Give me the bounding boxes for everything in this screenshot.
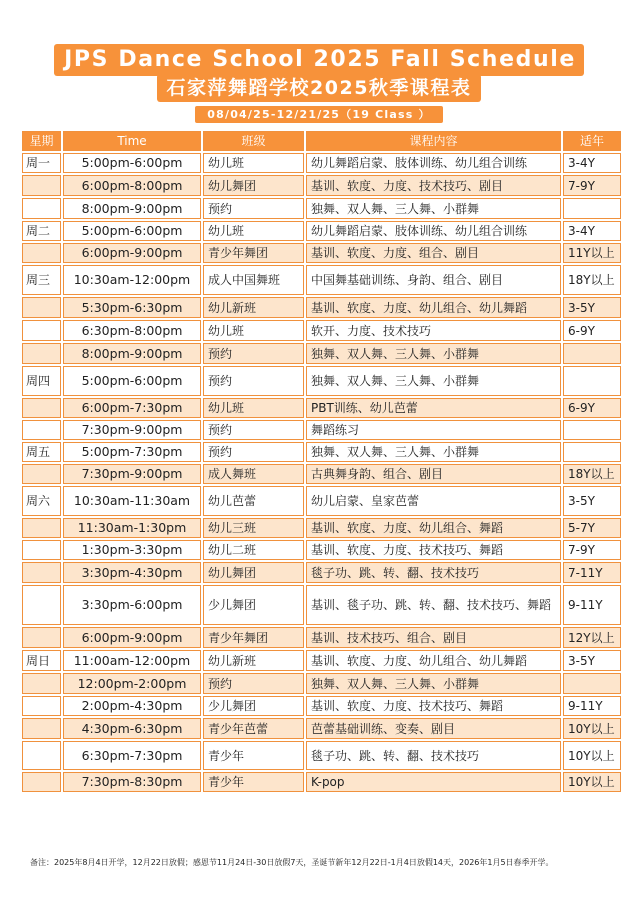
time-cell: 10:30am-11:30am (63, 486, 201, 516)
time-cell: 8:00pm-9:00pm (63, 343, 201, 364)
day-cell (22, 398, 61, 418)
content-cell: 基训、软度、力度、组合、剧目 (306, 243, 561, 263)
age-cell (563, 366, 621, 396)
content-cell: 独舞、双人舞、三人舞、小群舞 (306, 366, 561, 396)
content-cell: 毯子功、跳、转、翻、技术技巧 (306, 741, 561, 770)
class-cell: 幼儿舞团 (203, 562, 304, 583)
class-cell: 幼儿新班 (203, 650, 304, 671)
table-row (22, 366, 621, 396)
content-cell: 幼儿舞蹈启蒙、肢体训练、幼儿组合训练 (306, 221, 561, 241)
age-cell: 3-4Y (563, 221, 621, 241)
title-chinese-banner (0, 74, 638, 102)
age-cell: 7-9Y (563, 175, 621, 196)
time-cell: 11:00am-12:00pm (63, 650, 201, 671)
title-chinese: 石家萍舞蹈学校2025秋季课程表 (157, 74, 482, 102)
day-cell: 周六 (22, 486, 61, 516)
content-cell: 独舞、双人舞、三人舞、小群舞 (306, 343, 561, 364)
table-row (22, 198, 621, 219)
table-row (22, 221, 621, 241)
class-cell: 青少年芭蕾 (203, 718, 304, 739)
class-cell: 成人舞班 (203, 464, 304, 484)
content-cell: 基训、软度、力度、技术技巧、剧目 (306, 175, 561, 196)
age-cell (563, 420, 621, 440)
day-cell (22, 718, 61, 739)
age-cell: 9-11Y (563, 585, 621, 625)
age-cell: 3-5Y (563, 297, 621, 318)
content-cell: 舞蹈练习 (306, 420, 561, 440)
time-cell: 11:30am-1:30pm (63, 518, 201, 538)
day-cell (22, 562, 61, 583)
column-header-time: Time (63, 131, 201, 151)
content-cell: 基训、软度、力度、幼儿组合、幼儿舞蹈 (306, 650, 561, 671)
table-header-row (22, 131, 621, 151)
table-row (22, 243, 621, 263)
time-cell: 5:00pm-7:30pm (63, 442, 201, 462)
day-cell (22, 627, 61, 648)
class-cell: 成人中国舞班 (203, 265, 304, 295)
day-cell (22, 198, 61, 219)
day-cell (22, 297, 61, 318)
table-row (22, 741, 621, 770)
day-cell (22, 518, 61, 538)
content-cell: 古典舞身韵、组合、剧目 (306, 464, 561, 484)
class-cell: 预约 (203, 442, 304, 462)
time-cell: 3:30pm-4:30pm (63, 562, 201, 583)
time-cell: 7:30pm-9:00pm (63, 464, 201, 484)
time-cell: 5:30pm-6:30pm (63, 297, 201, 318)
age-cell (563, 673, 621, 694)
content-cell: 中国舞基础训练、身韵、组合、剧目 (306, 265, 561, 295)
class-cell: 预约 (203, 420, 304, 440)
content-cell: 软开、力度、技术技巧 (306, 320, 561, 341)
time-cell: 5:00pm-6:00pm (63, 366, 201, 396)
day-cell (22, 420, 61, 440)
content-cell: 基训、软度、力度、技术技巧、舞蹈 (306, 540, 561, 560)
title-english-banner (0, 44, 638, 76)
content-cell: 基训、软度、力度、幼儿组合、舞蹈 (306, 518, 561, 538)
table-row (22, 518, 621, 538)
column-header-day: 星期 (22, 131, 61, 151)
table-row (22, 464, 621, 484)
class-cell: 青少年舞团 (203, 627, 304, 648)
class-cell: 幼儿班 (203, 398, 304, 418)
table-row (22, 772, 621, 792)
age-cell: 3-5Y (563, 486, 621, 516)
table-row (22, 320, 621, 341)
time-cell: 6:30pm-7:30pm (63, 741, 201, 770)
time-cell: 7:30pm-8:30pm (63, 772, 201, 792)
time-cell: 2:00pm-4:30pm (63, 696, 201, 716)
day-cell (22, 540, 61, 560)
table-row (22, 420, 621, 440)
footer-note: 备注：2025年8月4日开学，12月22日放假；感恩节11月24日-30日放假7天，圣诞节新年12月22日-1月4日放假14天，2026年1月5日春季开学。 (30, 858, 554, 867)
time-cell: 5:00pm-6:00pm (63, 153, 201, 173)
table-row (22, 585, 621, 625)
age-cell: 9-11Y (563, 696, 621, 716)
date-range: 08/04/25-12/21/25（19 Class ） (195, 106, 442, 123)
age-cell: 10Y以上 (563, 741, 621, 770)
class-cell: 幼儿班 (203, 320, 304, 341)
content-cell: PBT训练、幼儿芭蕾 (306, 398, 561, 418)
class-cell: 青少年 (203, 741, 304, 770)
class-cell: 幼儿班 (203, 153, 304, 173)
age-cell: 3-5Y (563, 650, 621, 671)
day-cell: 周四 (22, 366, 61, 396)
content-cell: 毯子功、跳、转、翻、技术技巧 (306, 562, 561, 583)
time-cell: 6:00pm-7:30pm (63, 398, 201, 418)
table-row (22, 442, 621, 462)
table-row (22, 562, 621, 583)
table-row (22, 343, 621, 364)
content-cell: 基训、软度、力度、技术技巧、舞蹈 (306, 696, 561, 716)
column-header-content: 课程内容 (306, 131, 561, 151)
class-cell: 预约 (203, 366, 304, 396)
table-row (22, 540, 621, 560)
day-cell: 周一 (22, 153, 61, 173)
day-cell: 周五 (22, 442, 61, 462)
content-cell: K-pop (306, 772, 561, 792)
age-cell: 10Y以上 (563, 772, 621, 792)
age-cell: 11Y以上 (563, 243, 621, 263)
age-cell (563, 343, 621, 364)
age-cell: 5-7Y (563, 518, 621, 538)
age-cell: 12Y以上 (563, 627, 621, 648)
class-cell: 预约 (203, 198, 304, 219)
column-header-age: 适年 (563, 131, 621, 151)
age-cell: 6-9Y (563, 320, 621, 341)
day-cell (22, 243, 61, 263)
age-cell: 7-11Y (563, 562, 621, 583)
day-cell (22, 175, 61, 196)
age-cell: 18Y以上 (563, 464, 621, 484)
class-cell: 幼儿三班 (203, 518, 304, 538)
class-cell: 青少年 (203, 772, 304, 792)
column-header-class: 班级 (203, 131, 304, 151)
time-cell: 8:00pm-9:00pm (63, 198, 201, 219)
day-cell (22, 696, 61, 716)
table-row (22, 718, 621, 739)
age-cell: 3-4Y (563, 153, 621, 173)
class-cell: 幼儿二班 (203, 540, 304, 560)
age-cell: 10Y以上 (563, 718, 621, 739)
day-cell (22, 673, 61, 694)
age-cell: 6-9Y (563, 398, 621, 418)
content-cell: 幼儿舞蹈启蒙、肢体训练、幼儿组合训练 (306, 153, 561, 173)
time-cell: 6:00pm-9:00pm (63, 243, 201, 263)
time-cell: 6:00pm-8:00pm (63, 175, 201, 196)
table-row (22, 297, 621, 318)
day-cell (22, 343, 61, 364)
table-row (22, 486, 621, 516)
day-cell (22, 320, 61, 341)
time-cell: 12:00pm-2:00pm (63, 673, 201, 694)
time-cell: 6:30pm-8:00pm (63, 320, 201, 341)
class-cell: 幼儿新班 (203, 297, 304, 318)
content-cell: 基训、软度、力度、幼儿组合、幼儿舞蹈 (306, 297, 561, 318)
table-row (22, 265, 621, 295)
class-cell: 预约 (203, 343, 304, 364)
age-cell: 7-9Y (563, 540, 621, 560)
date-range-banner (0, 103, 638, 123)
time-cell: 6:00pm-9:00pm (63, 627, 201, 648)
day-cell: 周三 (22, 265, 61, 295)
day-cell: 周二 (22, 221, 61, 241)
age-cell (563, 442, 621, 462)
time-cell: 4:30pm-6:30pm (63, 718, 201, 739)
day-cell (22, 772, 61, 792)
schedule-table (20, 129, 623, 794)
age-cell (563, 198, 621, 219)
class-cell: 幼儿舞团 (203, 175, 304, 196)
age-cell: 18Y以上 (563, 265, 621, 295)
class-cell: 少儿舞团 (203, 696, 304, 716)
content-cell: 幼儿启蒙、皇家芭蕾 (306, 486, 561, 516)
content-cell: 基训、毯子功、跳、转、翻、技术技巧、舞蹈 (306, 585, 561, 625)
table-row (22, 175, 621, 196)
content-cell: 芭蕾基础训练、变奏、剧目 (306, 718, 561, 739)
time-cell: 5:00pm-6:00pm (63, 221, 201, 241)
time-cell: 1:30pm-3:30pm (63, 540, 201, 560)
table-row (22, 398, 621, 418)
day-cell: 周日 (22, 650, 61, 671)
title-english: JPS Dance School 2025 Fall Schedule (54, 44, 584, 76)
content-cell: 独舞、双人舞、三人舞、小群舞 (306, 442, 561, 462)
content-cell: 基训、技术技巧、组合、剧目 (306, 627, 561, 648)
table-row (22, 153, 621, 173)
class-cell: 预约 (203, 673, 304, 694)
class-cell: 青少年舞团 (203, 243, 304, 263)
day-cell (22, 585, 61, 625)
class-cell: 幼儿班 (203, 221, 304, 241)
table-row (22, 650, 621, 671)
class-cell: 少儿舞团 (203, 585, 304, 625)
content-cell: 独舞、双人舞、三人舞、小群舞 (306, 673, 561, 694)
table-row (22, 673, 621, 694)
table-row (22, 627, 621, 648)
time-cell: 10:30am-12:00pm (63, 265, 201, 295)
content-cell: 独舞、双人舞、三人舞、小群舞 (306, 198, 561, 219)
class-cell: 幼儿芭蕾 (203, 486, 304, 516)
day-cell (22, 741, 61, 770)
time-cell: 3:30pm-6:00pm (63, 585, 201, 625)
day-cell (22, 464, 61, 484)
table-row (22, 696, 621, 716)
time-cell: 7:30pm-9:00pm (63, 420, 201, 440)
